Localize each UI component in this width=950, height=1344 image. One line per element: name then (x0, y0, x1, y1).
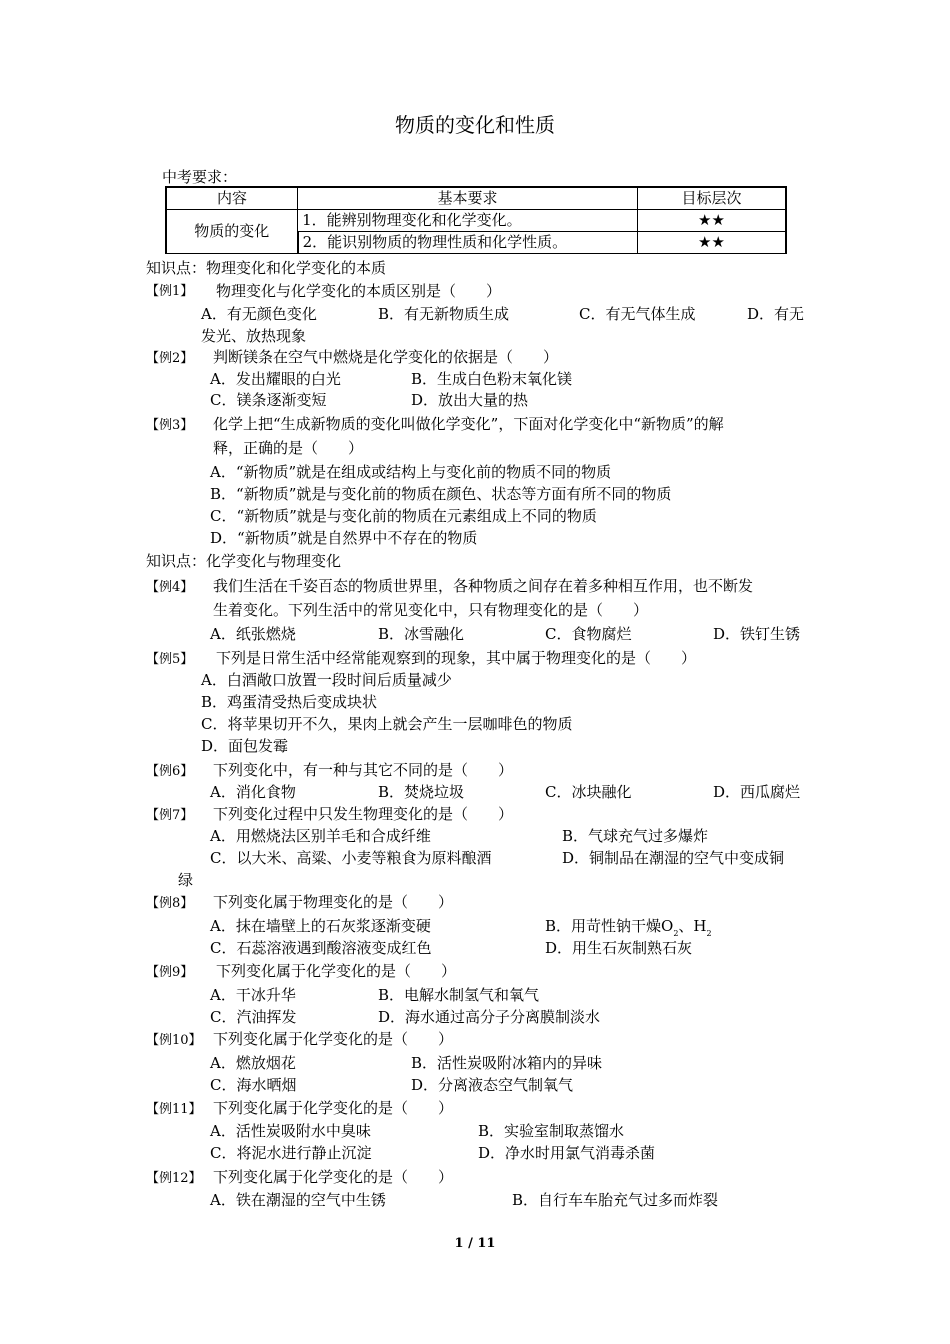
option-a: A．白酒敞口放置一段时间后质量减少 (201, 671, 452, 689)
question-text: 下列是日常生活中经常能观察到的现象，其中属于物理变化的是（ ） (216, 649, 697, 667)
table-header: 目标层次 (637, 187, 786, 210)
option-d: D．放出大量的热 (411, 391, 529, 409)
option-b: B．焚烧垃圾 (378, 783, 465, 801)
question-text: 下列变化中，有一种与其它不同的是（ ） (213, 761, 514, 779)
question-text: 物理变化与化学变化的本质区别是（ ） (216, 282, 502, 300)
option-b: B．活性炭吸附冰箱内的异味 (411, 1054, 603, 1072)
option-d: D．面包发霉 (201, 737, 289, 755)
question-text: 下列变化属于化学变化的是（ ） (213, 1099, 454, 1117)
example-tag: 【例11】 (146, 1102, 202, 1117)
option-c: C．石蕊溶液遇到酸溶液变成红色 (210, 939, 432, 957)
example-tag: 【例8】 (146, 896, 194, 911)
requirements-table (165, 186, 787, 254)
option-c: C．将苹果切开不久，果肉上就会产生一层咖啡色的物质 (201, 715, 573, 733)
option-b: B．“新物质”就是与变化前的物质在颜色、状态等方面有所不同的物质 (210, 485, 672, 503)
option-a: A．干冰升华 (210, 986, 296, 1004)
example-tag: 【例7】 (146, 808, 194, 823)
question-text: 下列变化属于化学变化的是（ ） (216, 962, 457, 980)
option-c: C．有无气体生成 (579, 305, 696, 323)
example-tag: 【例6】 (146, 764, 194, 779)
option-a: A．纸张燃烧 (210, 625, 296, 643)
question-text: 下列变化过程中只发生物理变化的是（ ） (213, 805, 514, 823)
question-text: 我们生活在千姿百态的物质世界里，各种物质之间存在着多种相互作用，也不断发 (213, 577, 754, 595)
option-b: B．自行车车胎充气过多而炸裂 (512, 1191, 719, 1209)
option-d: D．海水通过高分子分离膜制淡水 (378, 1008, 601, 1026)
option-c: C．汽油挥发 (210, 1008, 297, 1026)
option-c: C．“新物质”就是与变化前的物质在元素组成上不同的物质 (210, 507, 597, 525)
option-c: C．以大米、高粱、小麦等粮食为原料酿酒 (210, 849, 492, 867)
option-c: C．食物腐烂 (545, 625, 632, 643)
table-header: 基本要求 (298, 187, 638, 210)
question-text: 下列变化属于化学变化的是（ ） (213, 1030, 454, 1048)
question-text: 判断镁条在空气中燃烧是化学变化的依据是（ ） (213, 348, 559, 366)
option-d: D．净水时用氯气消毒杀菌 (478, 1144, 656, 1162)
option-c: C．镁条逐渐变短 (210, 391, 327, 409)
table-header-row (166, 187, 786, 210)
table-cell: 2．能识别物质的物理性质和化学性质。 (298, 232, 638, 254)
option-a: A．铁在潮湿的空气中生锈 (210, 1191, 386, 1209)
option-a: A．活性炭吸附水中臭味 (210, 1122, 371, 1140)
page-number: 1 / 11 (454, 1236, 496, 1251)
question-text: 化学上把“生成新物质的变化叫做化学变化”，下面对化学变化中“新物质”的解 (213, 415, 724, 433)
option-a: A．抹在墙壁上的石灰浆逐渐变硬 (210, 917, 431, 935)
example-tag: 【例4】 (146, 580, 194, 595)
requirements-label: 中考要求： (162, 168, 238, 186)
example-tag: 【例2】 (146, 351, 194, 366)
option-a: A．发出耀眼的白光 (210, 370, 341, 388)
level-stars: ★★ (637, 232, 786, 254)
table-content-cell: 物质的变化 (166, 210, 298, 254)
option-d: D．“新物质”就是自然界中不存在的物质 (210, 529, 478, 547)
question-text-continued: 生着变化。下列生活中的常见变化中，只有物理变化的是（ ） (213, 601, 649, 619)
knowledge-point-heading: 知识点：化学变化与物理变化 (146, 552, 342, 570)
option-d: D．分离液态空气制氧气 (411, 1076, 574, 1094)
question-text: 下列变化属于化学变化的是（ ） (213, 1168, 454, 1186)
option-c: C．将泥水进行静止沉淀 (210, 1144, 372, 1162)
option-d-continued: 发光、放热现象 (201, 327, 307, 345)
option-a: A．消化食物 (210, 783, 296, 801)
example-tag: 【例12】 (146, 1171, 202, 1186)
option-d: D．铜制品在潮湿的空气中变成铜 (562, 849, 785, 867)
example-tag: 【例5】 (146, 652, 194, 667)
option-b: B．电解水制氢气和氧气 (378, 986, 540, 1004)
option-b: B．实验室制取蒸馏水 (478, 1122, 625, 1140)
example-tag: 【例1】 (146, 284, 194, 299)
option-a: A．“新物质”就是在组成或结构上与变化前的物质不同的物质 (210, 463, 612, 481)
option-b: B．鸡蛋清受热后变成块状 (201, 693, 378, 711)
page-title: 物质的变化和性质 (395, 113, 555, 137)
question-text-continued: 释，正确的是（ ） (213, 439, 364, 457)
option-d: D．有无 (747, 305, 805, 323)
option-b: B．气球充气过多爆炸 (562, 827, 709, 845)
example-tag: 【例9】 (146, 965, 194, 980)
table-header: 内容 (166, 187, 298, 210)
option-a: A．用燃烧法区别羊毛和合成纤维 (210, 827, 431, 845)
option-d: D．用生石灰制熟石灰 (545, 939, 693, 957)
option-a: A．有无颜色变化 (201, 305, 317, 323)
table-cell: 1．能辨别物理变化和化学变化。 (298, 210, 638, 232)
option-b: B．冰雪融化 (378, 625, 465, 643)
example-tag: 【例10】 (146, 1033, 202, 1048)
knowledge-point-heading: 知识点：物理变化和化学变化的本质 (146, 259, 387, 277)
option-c: C．海水晒烟 (210, 1076, 297, 1094)
level-stars: ★★ (637, 210, 786, 232)
option-c: C．冰块融化 (545, 783, 632, 801)
example-tag: 【例3】 (146, 418, 194, 433)
option-a: A．燃放烟花 (210, 1054, 296, 1072)
table-row (166, 210, 786, 232)
question-text: 下列变化属于物理变化的是（ ） (213, 893, 454, 911)
option-d: D．西瓜腐烂 (713, 783, 801, 801)
option-b: B．有无新物质生成 (378, 305, 510, 323)
option-b: B．用苛性钠干燥$O_2$、$H_2$ (545, 917, 712, 938)
option-d-continued: 绿 (178, 871, 194, 889)
option-b: B．生成白色粉末氧化镁 (411, 370, 573, 388)
option-d: D．铁钉生锈 (713, 625, 801, 643)
